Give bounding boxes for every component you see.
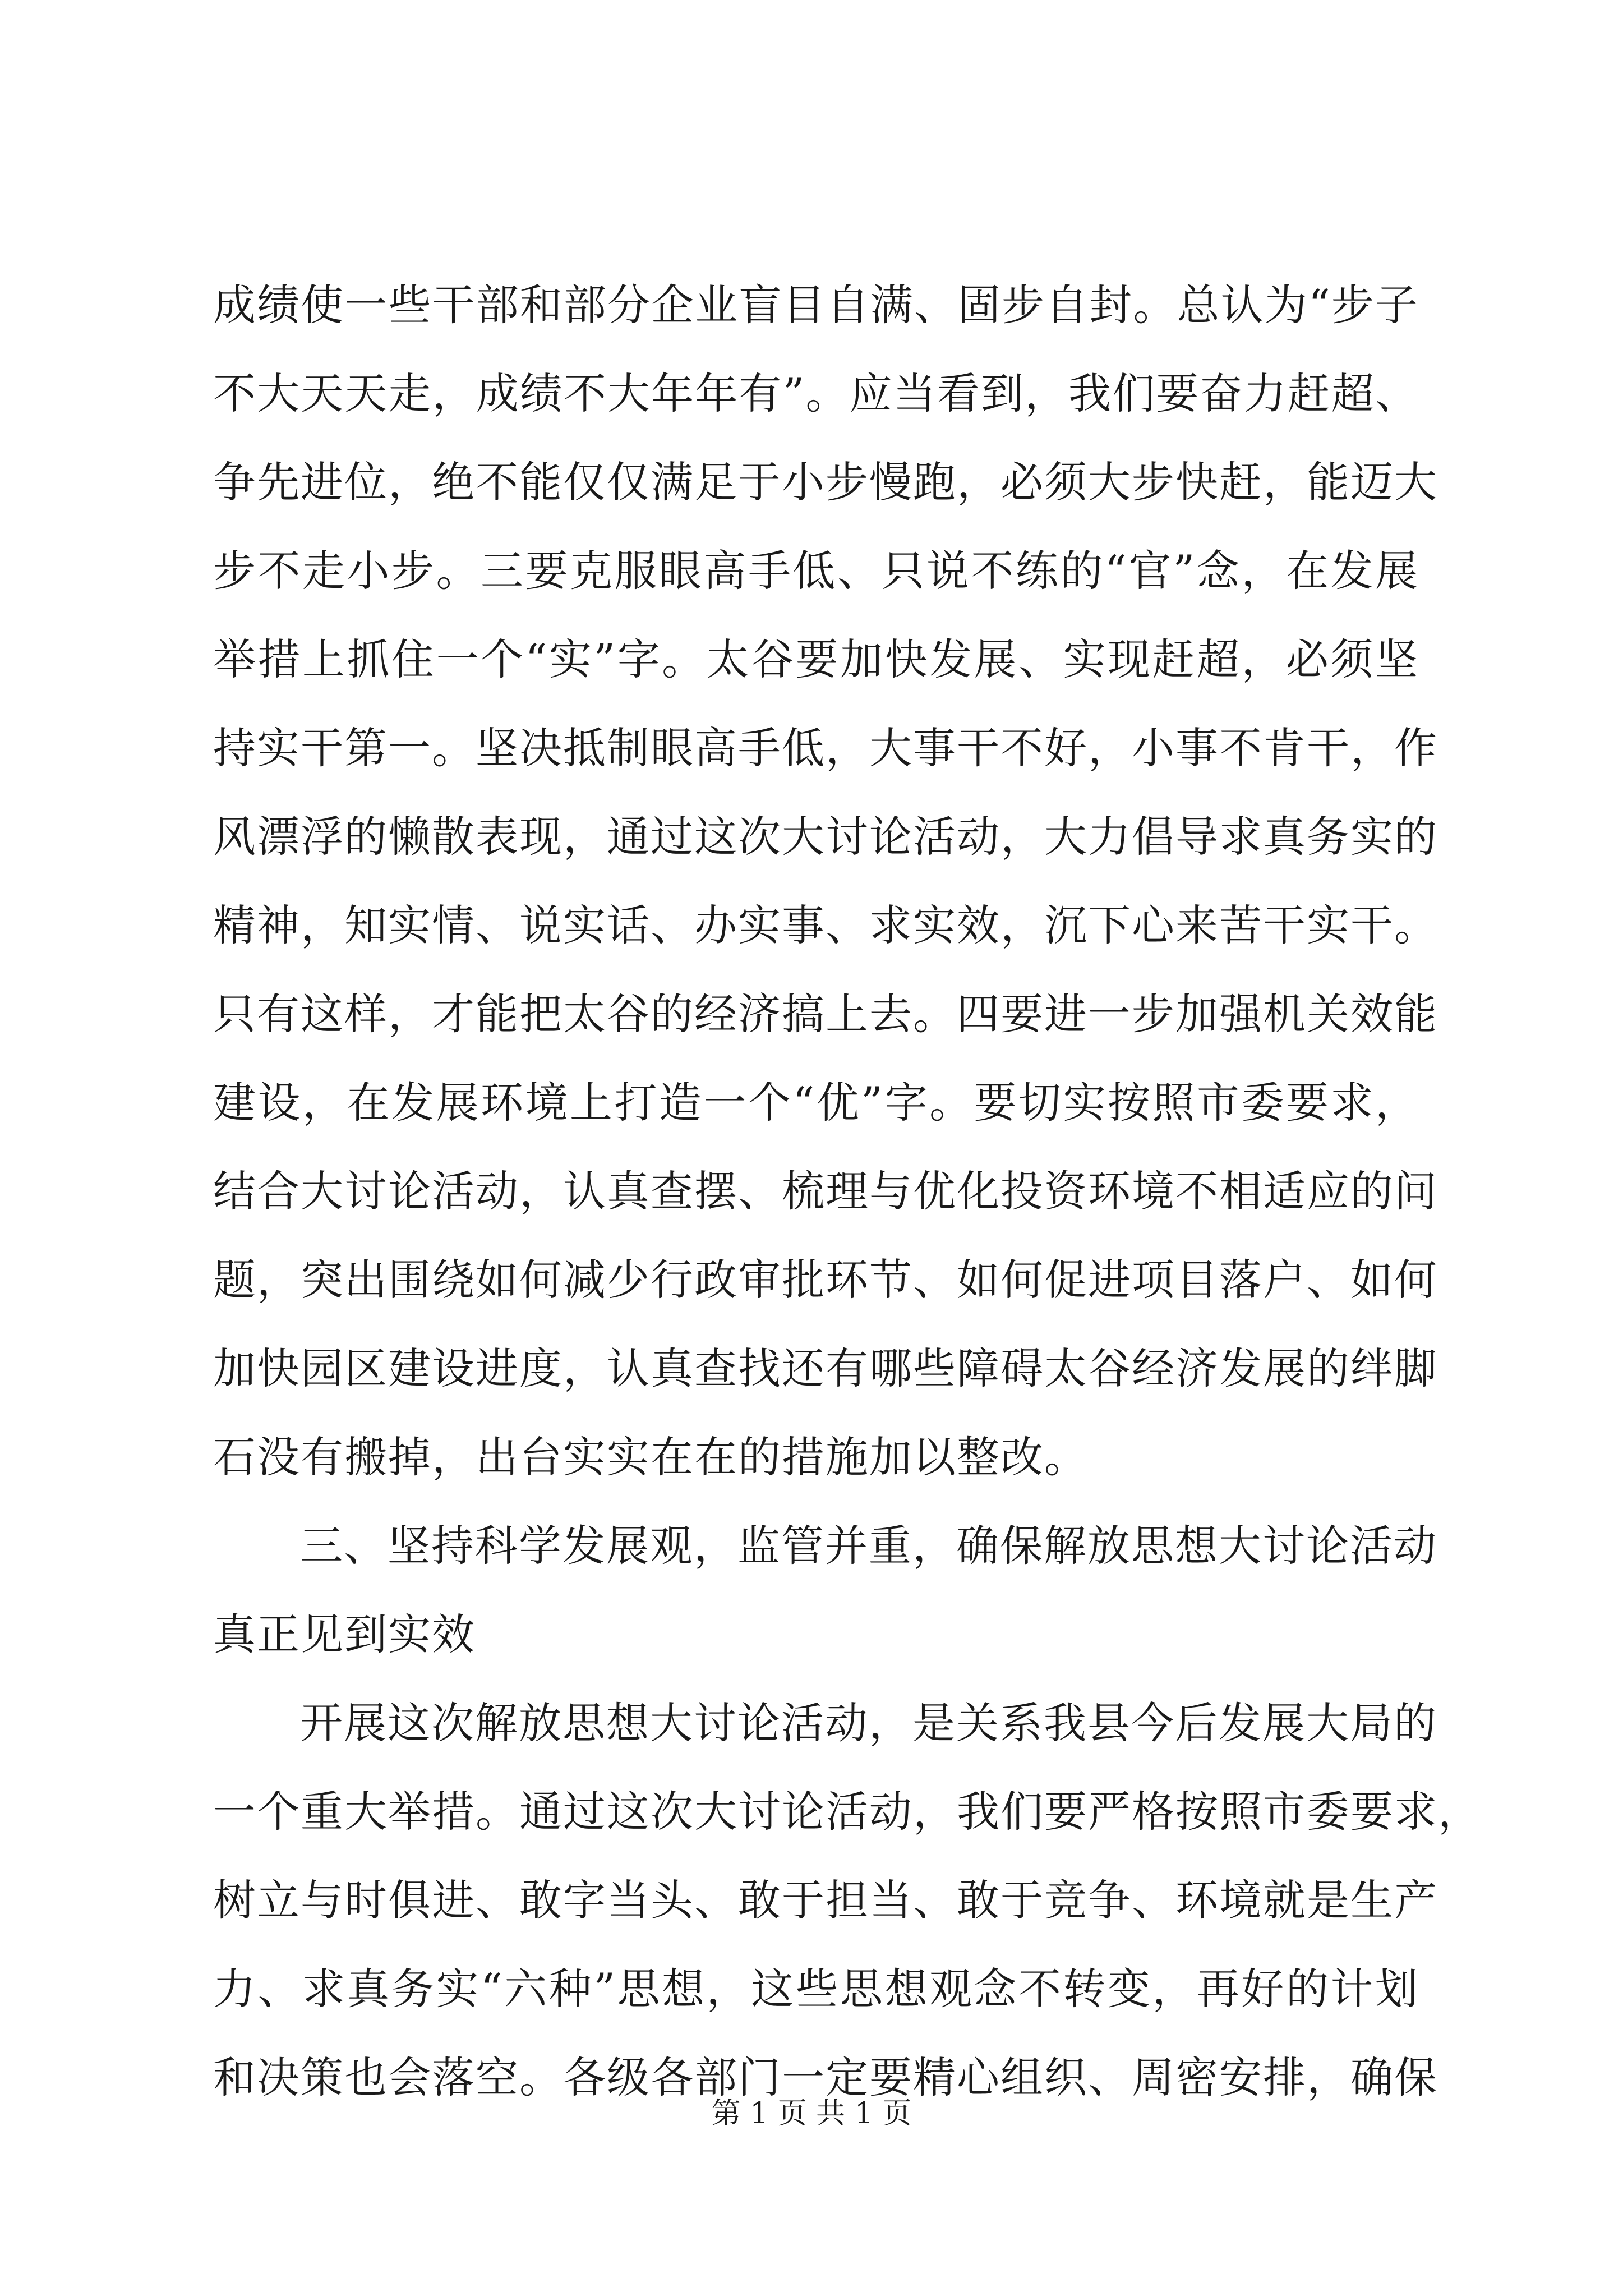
text-line: 结合大讨论活动，认真查摆、梳理与优化投资环境不相适应的问 [213, 1166, 1438, 1216]
text-line: 成绩使一些干部和部分企业盲目自满、固步自封。总认为“步子 [213, 280, 1419, 330]
text-line: 题，突出围绕如何减少行政审批环节、如何促进项目落户、如何 [213, 1255, 1438, 1305]
text-line: 持实干第一。坚决抵制眼高手低，大事干不好，小事不肯干，作 [213, 723, 1438, 773]
text-line: 力、求真务实“六种”思想，这些思想观念不转变，再好的计划 [213, 1964, 1419, 2014]
text-line: 一个重大举措。通过这次大讨论活动，我们要严格按照市委要求， [213, 1787, 1482, 1837]
text-line: 开展这次解放思想大讨论活动，是关系我县今后发展大局的 [300, 1698, 1437, 1748]
text-line: 争先进位，绝不能仅仅满足于小步慢跑，必须大步快赶，能迈大 [213, 457, 1438, 507]
page-footer: 第 1 页 共 1 页 [711, 2097, 912, 2131]
text-line: 建设，在发展环境上打造一个“优”字。要切实按照市委要求， [213, 1078, 1419, 1128]
section-heading-line: 三、坚持科学发展观，监管并重，确保解放思想大讨论活动 [300, 1521, 1437, 1571]
text-line: 风漂浮的懒散表现，通过这次大讨论活动，大力倡导求真务实的 [213, 812, 1438, 862]
text-line: 举措上抓住一个“实”字。太谷要加快发展、实现赶超，必须坚 [213, 634, 1419, 684]
text-line: 加快园区建设进度，认真查找还有哪些障碍太谷经济发展的绊脚 [213, 1343, 1438, 1393]
text-line: 步不走小步。三要克服眼高手低、只说不练的“官”念，在发展 [213, 546, 1419, 596]
text-line: 和决策也会落空。各级各部门一定要精心组织、周密安排，确保 [213, 2053, 1438, 2102]
section-heading-line: 真正见到实效 [213, 1609, 476, 1659]
text-line: 精神，知实情、说实话、办实事、求实效，沉下心来苦干实干。 [213, 900, 1438, 950]
text-line: 石没有搬掉，出台实实在在的措施加以整改。 [213, 1432, 1088, 1482]
document-body [213, 261, 1482, 2122]
text-line: 只有这样，才能把太谷的经济搞上去。四要进一步加强机关效能 [213, 989, 1438, 1039]
text-line: 树立与时俱进、敢字当头、敢于担当、敢于竞争、环境就是生产 [213, 1875, 1438, 1925]
text-line: 不大天天走，成绩不大年年有”。应当看到，我们要奋力赶超、 [213, 369, 1419, 418]
